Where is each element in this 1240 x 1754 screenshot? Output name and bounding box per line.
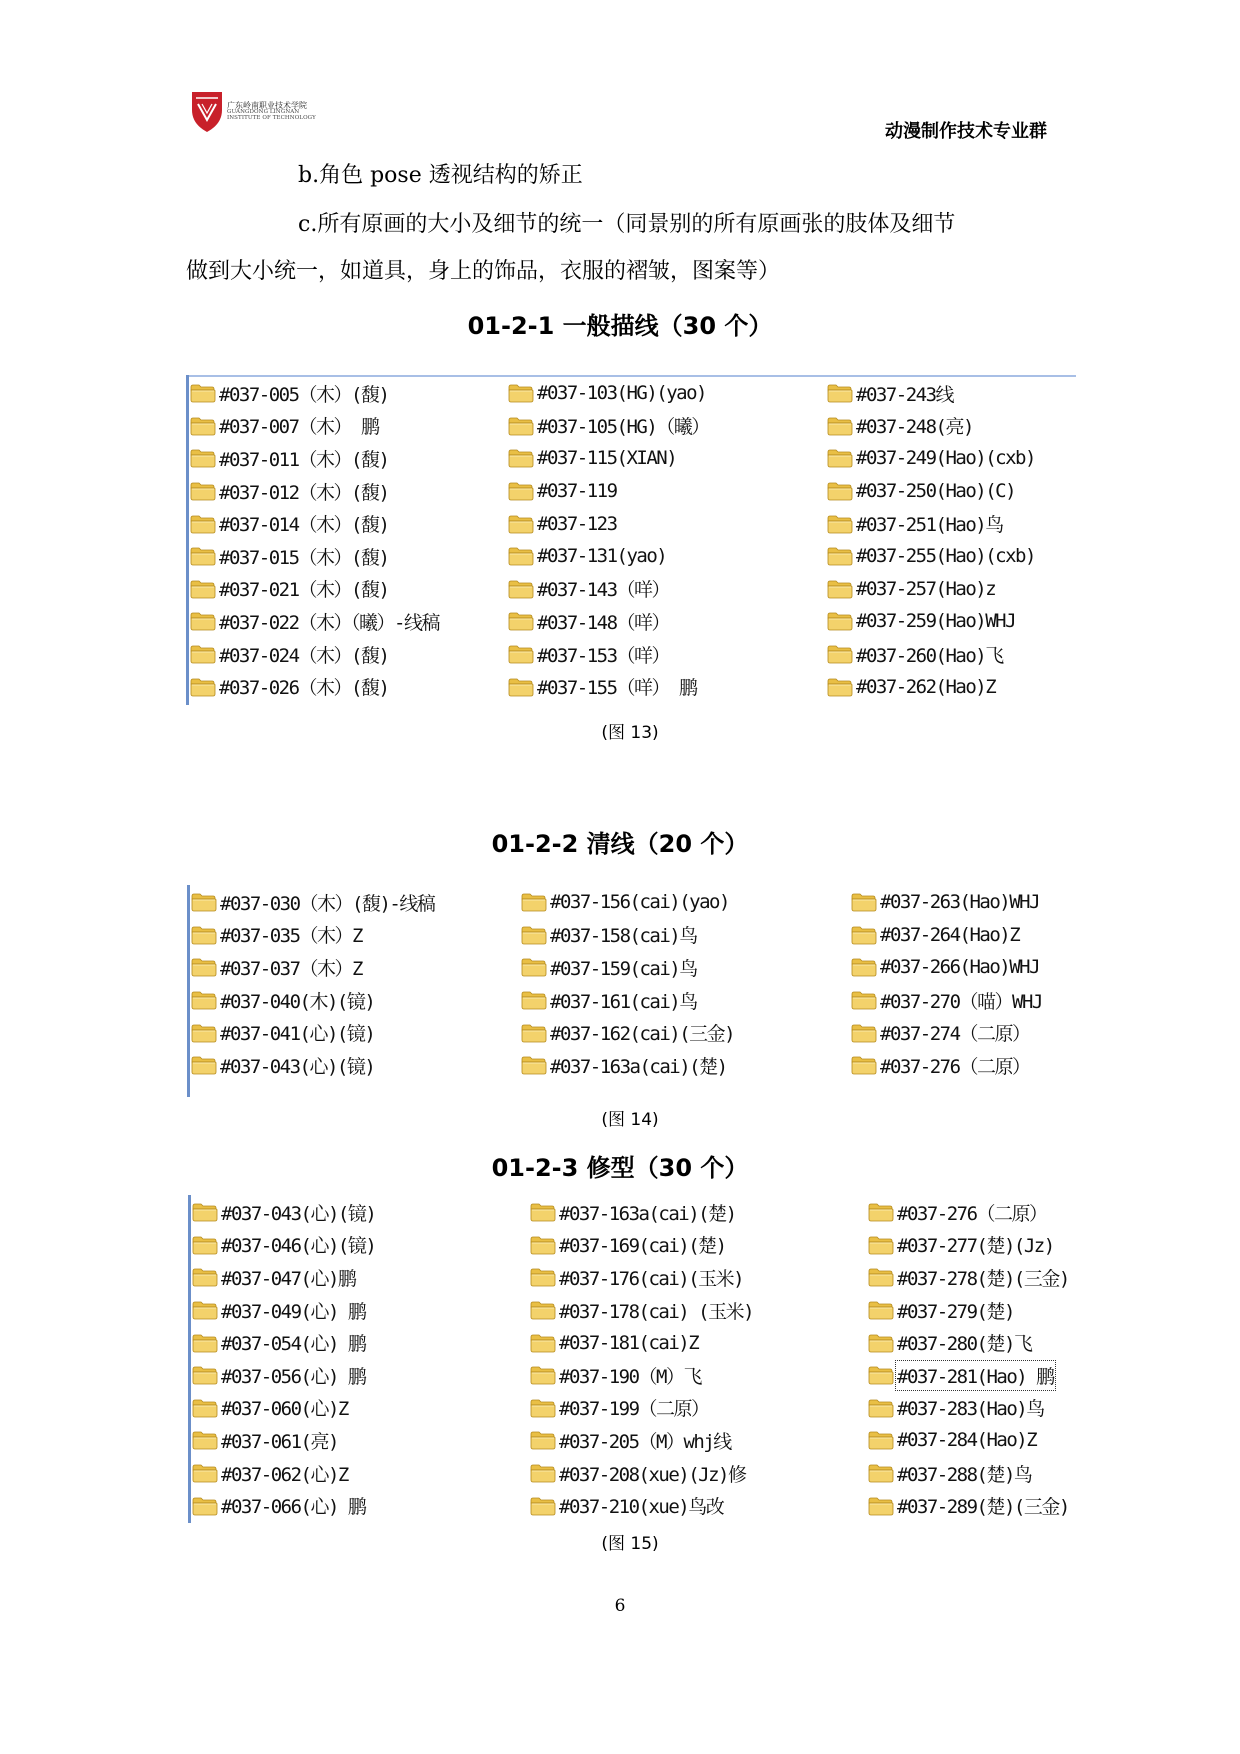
folder-item[interactable]	[190, 573, 439, 606]
folder-icon	[521, 1023, 547, 1043]
folder-icon	[851, 892, 877, 912]
folder-item[interactable]	[530, 1229, 753, 1262]
folder-name: #037-061(亮)	[221, 1430, 338, 1453]
folder-item[interactable]	[851, 1016, 1042, 1049]
folder-name: #037-153（咩）	[537, 644, 670, 667]
folder-name: #037-037（木）Z	[220, 957, 362, 980]
folder-name: #037-255(Hao)(cxb)	[856, 545, 1035, 568]
folder-icon	[530, 1333, 556, 1353]
folder-icon	[851, 957, 877, 977]
folder-item[interactable]	[191, 886, 434, 919]
folder-name: #037-266(Hao)WHJ	[880, 956, 1040, 979]
folder-icon	[191, 957, 217, 977]
folder-name: #037-062(心)Z	[221, 1463, 348, 1486]
folder-icon	[508, 677, 534, 697]
window-edge-left	[187, 885, 190, 1097]
folder-icon	[192, 1267, 218, 1287]
folder-view-fig14	[191, 886, 1091, 1098]
folder-icon	[868, 1463, 894, 1483]
folder-item[interactable]	[851, 984, 1042, 1017]
folder-name: #037-243线	[856, 383, 954, 406]
folder-icon	[508, 644, 534, 664]
folder-column-2	[521, 886, 734, 1082]
folder-icon	[192, 1333, 218, 1353]
folder-icon	[508, 416, 534, 436]
folder-name: #037-066(心) 鹏	[221, 1496, 366, 1519]
folder-item[interactable]	[530, 1489, 753, 1522]
folder-icon	[521, 990, 547, 1010]
folder-icon	[827, 644, 853, 664]
folder-item[interactable]	[530, 1457, 753, 1490]
folder-icon	[851, 1055, 877, 1075]
folder-column-3	[851, 886, 1042, 1082]
folder-icon	[521, 925, 547, 945]
folder-item[interactable]	[190, 377, 439, 410]
folder-name: #037-208(xue)(Jz)修	[559, 1463, 746, 1486]
folder-name: #037-030（木）(馥)-线稿	[220, 892, 435, 915]
folder-item[interactable]	[192, 1392, 375, 1425]
window-edge-left	[188, 1195, 191, 1523]
folder-item[interactable]	[827, 377, 1035, 410]
folder-name: #037-277(楚)(Jz)	[897, 1235, 1054, 1258]
folder-icon	[192, 1365, 218, 1385]
folder-name: #037-131(yao)	[537, 545, 667, 568]
folder-icon	[530, 1267, 556, 1287]
college-logo	[190, 88, 320, 136]
section-title-clean-line: 01-2-2 清线（20 个）	[491, 830, 749, 858]
folder-item[interactable]	[868, 1359, 1069, 1392]
section-title-reshape: 01-2-3 修型（30 个）	[491, 1154, 749, 1182]
folder-name: #037-043(心)(镜)	[220, 1055, 375, 1078]
folder-item[interactable]	[191, 1016, 434, 1049]
folder-name: #037-260(Hao)飞	[856, 644, 1003, 667]
folder-icon	[190, 448, 216, 468]
folder-icon	[191, 990, 217, 1010]
folder-icon	[530, 1398, 556, 1418]
folder-item[interactable]	[508, 475, 709, 508]
folder-item[interactable]	[868, 1424, 1069, 1457]
folder-item[interactable]	[851, 886, 1042, 919]
folder-item[interactable]	[521, 951, 734, 984]
window-edge-left	[186, 375, 189, 705]
folder-icon	[868, 1267, 894, 1287]
folder-icon	[521, 892, 547, 912]
folder-icon	[190, 514, 216, 534]
folder-item[interactable]	[868, 1196, 1069, 1229]
folder-item[interactable]	[827, 605, 1035, 638]
folder-name: #037-123	[537, 512, 617, 535]
folder-item[interactable]	[190, 507, 439, 540]
folder-name: #037-278(楚)(三金)	[897, 1267, 1069, 1290]
folder-icon	[827, 546, 853, 566]
folder-name: #037-169(cai)(楚)	[559, 1235, 726, 1258]
folder-item[interactable]	[508, 573, 709, 606]
folder-icon	[868, 1333, 894, 1353]
folder-icon	[530, 1202, 556, 1222]
folder-name: #037-014（木）(馥)	[219, 514, 389, 537]
folder-icon	[191, 925, 217, 945]
folder-item[interactable]	[190, 540, 439, 573]
folder-icon	[190, 644, 216, 664]
folder-item[interactable]	[190, 670, 439, 703]
figure-caption-15: (图 15)	[601, 1534, 659, 1554]
folder-name: #037-054(心) 鹏	[221, 1333, 366, 1356]
folder-name: #037-274（二原）	[880, 1023, 1030, 1046]
folder-item[interactable]	[190, 442, 439, 475]
folder-name: #037-159(cai)鸟	[550, 957, 697, 980]
folder-icon	[192, 1202, 218, 1222]
folder-item[interactable]	[868, 1261, 1069, 1294]
folder-item[interactable]	[190, 605, 439, 638]
folder-item[interactable]	[508, 540, 709, 573]
folder-name: #037-276（二原）	[880, 1055, 1030, 1078]
folder-item[interactable]	[868, 1457, 1069, 1490]
folder-name: #037-026（木）(馥)	[219, 677, 389, 700]
folder-icon	[530, 1463, 556, 1483]
folder-item[interactable]	[192, 1424, 375, 1457]
folder-item[interactable]	[191, 1049, 434, 1082]
folder-item[interactable]	[868, 1326, 1069, 1359]
folder-item[interactable]	[521, 1049, 734, 1082]
folder-icon	[191, 892, 217, 912]
folder-item[interactable]	[521, 984, 734, 1017]
folder-column-3	[827, 377, 1035, 703]
folder-icon	[508, 611, 534, 631]
folder-item[interactable]	[530, 1196, 753, 1229]
folder-item[interactable]	[827, 670, 1035, 703]
folder-icon	[192, 1235, 218, 1255]
folder-icon	[827, 448, 853, 468]
folder-column-1	[190, 377, 439, 703]
folder-item[interactable]	[521, 886, 734, 919]
folder-item[interactable]	[827, 475, 1035, 508]
folder-icon	[530, 1365, 556, 1385]
folder-icon	[192, 1300, 218, 1320]
folder-icon	[192, 1463, 218, 1483]
folder-item[interactable]	[190, 410, 439, 443]
folder-name: #037-199（二原）	[559, 1398, 709, 1421]
folder-icon	[190, 579, 216, 599]
folder-name: #037-181(cai)Z	[559, 1331, 699, 1354]
folder-name: #037-263(Hao)WHJ	[880, 891, 1040, 914]
folder-item[interactable]	[191, 919, 434, 952]
folder-name: #037-011（木）(馥)	[219, 448, 389, 471]
folder-item[interactable]	[827, 442, 1035, 475]
folder-icon	[521, 1055, 547, 1075]
folder-item[interactable]	[192, 1326, 375, 1359]
folder-view-fig13	[190, 377, 1080, 705]
folder-icon	[508, 383, 534, 403]
folder-name: #037-047(心)鹏	[221, 1267, 356, 1290]
folder-icon	[508, 481, 534, 501]
folder-name: #037-046(心)(镜)	[221, 1235, 376, 1258]
folder-name: #037-007（木） 鹏	[219, 416, 379, 439]
folder-icon	[827, 383, 853, 403]
folder-item[interactable]	[868, 1229, 1069, 1262]
folder-item[interactable]	[530, 1261, 753, 1294]
folder-name: #037-049(心) 鹏	[221, 1300, 366, 1323]
logo-en-line2: INSTITUTE OF TECHNOLOGY	[227, 115, 316, 122]
page-number: 6	[614, 1596, 626, 1616]
folder-item[interactable]	[530, 1326, 753, 1359]
folder-column-1	[191, 886, 434, 1082]
folder-icon	[827, 514, 853, 534]
folder-name: #037-288(楚)鸟	[897, 1463, 1032, 1486]
folder-column-3	[868, 1196, 1069, 1522]
folder-icon	[851, 1023, 877, 1043]
folder-column-1	[192, 1196, 375, 1522]
folder-item[interactable]	[521, 919, 734, 952]
folder-icon	[191, 1055, 217, 1075]
folder-item[interactable]	[530, 1424, 753, 1457]
folder-name: #037-043(心)(镜)	[221, 1202, 376, 1225]
folder-name: #037-148（咩）	[537, 611, 670, 634]
folder-name: #037-005（木）(馥)	[219, 383, 389, 406]
folder-item[interactable]	[508, 670, 709, 703]
folder-item[interactable]	[508, 507, 709, 540]
folder-name: #037-103(HG)(yao)	[537, 382, 706, 405]
folder-icon	[190, 677, 216, 697]
folder-icon	[190, 546, 216, 566]
folder-name: #037-015（木）(馥)	[219, 546, 389, 569]
folder-icon	[868, 1202, 894, 1222]
folder-name: #037-205（M）whj线	[559, 1430, 731, 1453]
folder-icon	[868, 1365, 894, 1385]
logo-text	[227, 102, 316, 122]
folder-name: #037-283(Hao)鸟	[897, 1398, 1044, 1421]
folder-icon	[530, 1235, 556, 1255]
folder-item[interactable]	[868, 1489, 1069, 1522]
folder-item[interactable]	[508, 377, 709, 410]
folder-name: #037-257(Hao)z	[856, 577, 996, 600]
folder-name: #037-248(亮)	[856, 416, 973, 439]
folder-name: #037-161(cai)鸟	[550, 990, 697, 1013]
folder-view-fig15	[192, 1196, 1110, 1524]
folder-item[interactable]	[851, 951, 1042, 984]
folder-column-2	[530, 1196, 753, 1522]
folder-name: #037-041(心)(镜)	[220, 1023, 375, 1046]
folder-name: #037-259(Hao)WHJ	[856, 610, 1016, 633]
folder-name: #037-250(Hao)(C)	[856, 480, 1016, 503]
folder-name: #037-262(Hao)Z	[856, 675, 996, 698]
folder-item[interactable]	[192, 1489, 375, 1522]
folder-icon	[827, 579, 853, 599]
logo-cn: 广东岭南职业技术学院	[227, 101, 307, 111]
folder-item[interactable]	[530, 1392, 753, 1425]
folder-item[interactable]	[508, 605, 709, 638]
folder-name: #037-163a(cai)(楚)	[559, 1202, 736, 1225]
folder-name: #037-024（木）(馥)	[219, 644, 389, 667]
folder-column-2	[508, 377, 709, 703]
folder-item[interactable]	[191, 984, 434, 1017]
body-paragraph-b: b.角色 pose 透视结构的矫正	[298, 163, 583, 188]
folder-item[interactable]	[192, 1294, 375, 1327]
folder-item[interactable]	[190, 475, 439, 508]
folder-name: #037-105(HG)（曦）	[537, 416, 709, 439]
folder-icon	[190, 481, 216, 501]
folder-name: #037-276（二原）	[897, 1202, 1047, 1225]
folder-icon	[191, 1023, 217, 1043]
folder-icon	[868, 1300, 894, 1320]
folder-icon	[190, 416, 216, 436]
folder-icon	[521, 957, 547, 977]
folder-name: #037-012（木）(馥)	[219, 481, 389, 504]
folder-icon	[530, 1496, 556, 1516]
folder-name: #037-280(楚)飞	[897, 1333, 1032, 1356]
folder-item[interactable]	[192, 1196, 375, 1229]
folder-icon	[530, 1300, 556, 1320]
folder-item[interactable]	[521, 1016, 734, 1049]
folder-icon	[190, 611, 216, 631]
folder-name: #037-035（木）Z	[220, 925, 362, 948]
folder-name: #037-176(cai)(玉米)	[559, 1267, 744, 1290]
folder-name: #037-056(心) 鹏	[221, 1365, 366, 1388]
folder-item[interactable]	[192, 1261, 375, 1294]
folder-name: #037-279(楚)	[897, 1300, 1014, 1323]
body-paragraph-c: c.所有原画的大小及细节的统一（同景别的所有原画张的肢体及细节	[298, 212, 956, 237]
folder-icon	[868, 1496, 894, 1516]
folder-icon	[868, 1235, 894, 1255]
folder-name: #037-210(xue)鸟改	[559, 1496, 724, 1519]
folder-item[interactable]	[827, 507, 1035, 540]
folder-icon	[827, 416, 853, 436]
folder-item[interactable]	[192, 1229, 375, 1262]
section-title-general-tracing: 01-2-1 一般描线（30 个）	[467, 312, 773, 340]
folder-icon	[190, 383, 216, 403]
folder-item[interactable]	[508, 442, 709, 475]
folder-item[interactable]	[508, 638, 709, 671]
folder-name: #037-289(楚)(三金)	[897, 1496, 1069, 1519]
folder-item[interactable]	[827, 638, 1035, 671]
folder-name: #037-264(Hao)Z	[880, 923, 1020, 946]
folder-item[interactable]	[827, 410, 1035, 443]
folder-name: #037-021（木）(馥)	[219, 579, 389, 602]
folder-item[interactable]	[508, 410, 709, 443]
logo-en-line1: GUANGDONG LINGNAN	[227, 109, 300, 116]
folder-icon	[827, 677, 853, 697]
folder-icon	[868, 1398, 894, 1418]
folder-name: #037-281(Hao) 鹏	[897, 1362, 1054, 1389]
folder-name: #037-162(cai)(三金)	[550, 1023, 735, 1046]
folder-icon	[508, 448, 534, 468]
folder-item[interactable]	[851, 1049, 1042, 1082]
folder-icon	[192, 1398, 218, 1418]
folder-item[interactable]	[851, 919, 1042, 952]
folder-name: #037-158(cai)鸟	[550, 925, 697, 948]
folder-name: #037-190（M）飞	[559, 1365, 701, 1388]
folder-name: #037-119	[537, 480, 617, 503]
folder-item[interactable]	[191, 951, 434, 984]
header-department-title: 动漫制作技术专业群	[885, 121, 1047, 142]
folder-icon	[192, 1430, 218, 1450]
folder-icon	[827, 481, 853, 501]
folder-icon	[192, 1496, 218, 1516]
folder-name: #037-163a(cai)(楚)	[550, 1055, 727, 1078]
folder-item[interactable]	[868, 1294, 1069, 1327]
folder-name: #037-249(Hao)(cxb)	[856, 447, 1035, 470]
folder-icon	[508, 546, 534, 566]
folder-icon	[508, 514, 534, 534]
folder-name: #037-060(心)Z	[221, 1398, 348, 1421]
folder-name: #037-284(Hao)Z	[897, 1429, 1037, 1452]
folder-item[interactable]	[192, 1457, 375, 1490]
folder-item[interactable]	[192, 1359, 375, 1392]
body-paragraph-c-cont: 做到大小统一，如道具，身上的饰品，衣服的褶皱，图案等）	[186, 259, 781, 284]
college-logo-icon	[190, 90, 224, 134]
folder-name: #037-155（咩） 鹏	[537, 677, 697, 700]
folder-name: #037-156(cai)(yao)	[550, 891, 729, 914]
folder-item[interactable]	[530, 1359, 753, 1392]
figure-caption-13: (图 13)	[601, 723, 659, 743]
folder-name: #037-040(木)(镜)	[220, 990, 375, 1013]
folder-name: #037-143（咩）	[537, 579, 670, 602]
folder-icon	[530, 1430, 556, 1450]
folder-name: #037-115(XIAN)	[537, 447, 677, 470]
folder-icon	[851, 990, 877, 1010]
folder-name: #037-178(cai) (玉米)	[559, 1300, 754, 1323]
folder-item[interactable]	[530, 1294, 753, 1327]
folder-icon	[851, 925, 877, 945]
figure-caption-14: (图 14)	[601, 1110, 659, 1130]
folder-item[interactable]	[827, 573, 1035, 606]
folder-name: #037-022（木）（曦）-线稿	[219, 611, 439, 634]
folder-item[interactable]	[868, 1392, 1069, 1425]
folder-item[interactable]	[190, 638, 439, 671]
folder-icon	[508, 579, 534, 599]
folder-icon	[827, 611, 853, 631]
folder-item[interactable]	[827, 540, 1035, 573]
folder-name: #037-251(Hao)鸟	[856, 514, 1003, 537]
folder-name: #037-270（喵）WHJ	[880, 990, 1042, 1013]
folder-icon	[868, 1430, 894, 1450]
